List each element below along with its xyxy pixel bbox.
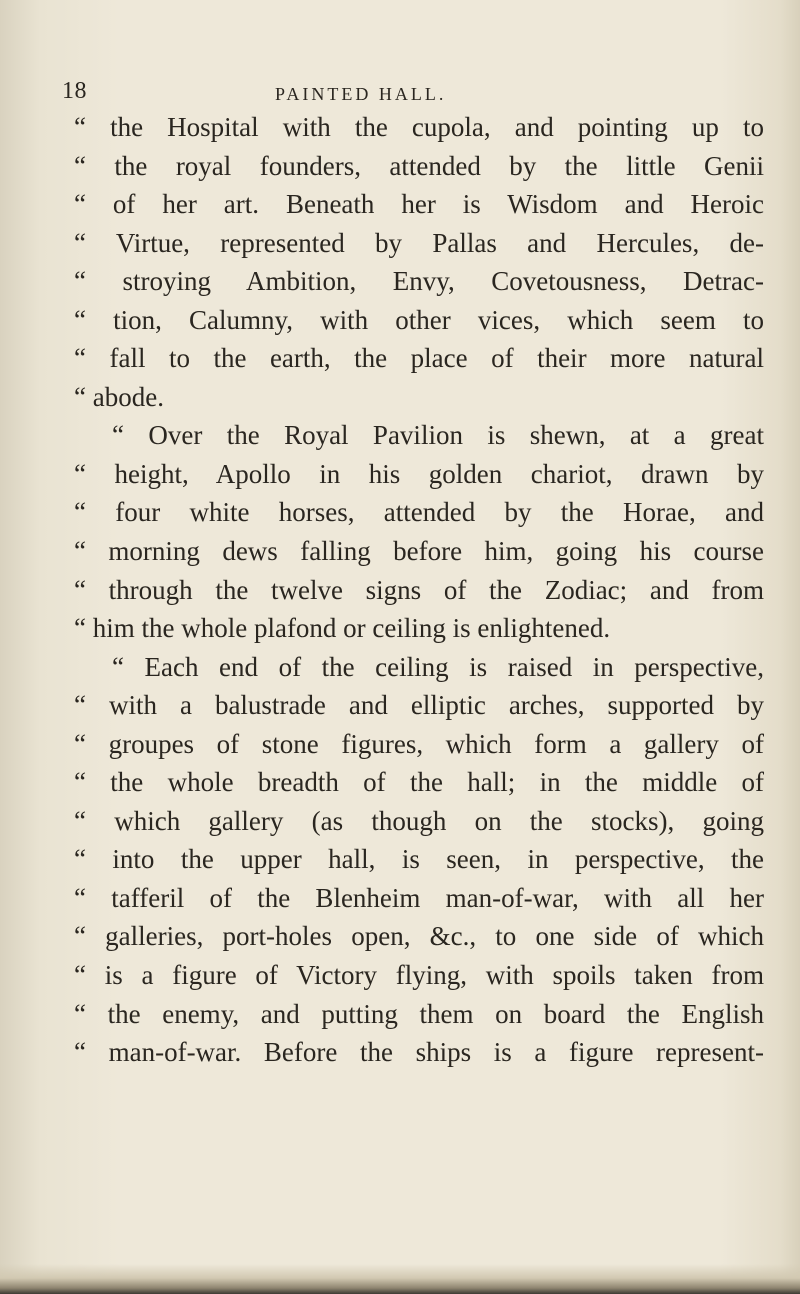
page-bottom-edge xyxy=(0,1264,800,1294)
body-text xyxy=(74,108,764,1072)
text-line: “ the enemy, and putting them on board the English xyxy=(74,998,764,1029)
text-line: “ Over the Royal Pavilion is shewn, at a great xyxy=(112,420,764,451)
text-line: “ the Hospital with the cupola, and pointing up to xyxy=(74,112,764,142)
text-line: “ fall to the earth, the place of their more natural xyxy=(74,343,764,374)
text-line: “ the whole breadth of the hall; in the middle of xyxy=(74,767,764,798)
text-line: “ stroying Ambition, Envy, Covetousness, Detrac- xyxy=(74,266,764,297)
text-line: “ galleries, port-holes open, &c., to one side of which xyxy=(74,921,764,952)
text-line: “ him the whole plafond or ceiling is enlightened. xyxy=(74,613,611,644)
text-line: “ height, Apollo in his golden chariot, drawn by xyxy=(74,458,764,489)
text-line: “ abode. xyxy=(74,381,164,412)
text-line: “ the royal founders, attended by the little Genii xyxy=(74,150,764,181)
page-number: 18 xyxy=(62,78,87,104)
text-line: “ tafferil of the Blenheim man-of-war, with all her xyxy=(74,882,764,913)
text-line: “ Each end of the ceiling is raised in perspective, xyxy=(112,651,764,682)
text-line: “ four white horses, attended by the Horae, and xyxy=(74,497,764,528)
text-line: “ Virtue, represented by Pallas and Hercules, de- xyxy=(74,227,764,258)
text-line: “ through the twelve signs of the Zodiac; and from xyxy=(74,574,764,605)
running-head: PAINTED HALL. xyxy=(275,84,447,104)
text-line: “ tion, Calumny, with other vices, which seem to xyxy=(74,304,764,335)
text-line: “ groupes of stone figures, which form a gallery of xyxy=(74,728,764,759)
text-line: “ with a balustrade and elliptic arches, supported by xyxy=(74,690,764,721)
text-line: “ is a figure of Victory flying, with spoils taken from xyxy=(74,960,764,991)
text-line: “ which gallery (as though on the stocks), going xyxy=(74,805,764,836)
text-line: “ man-of-war. Before the ships is a figure represent- xyxy=(74,1037,764,1068)
text-line: “ morning dews falling before him, going his course xyxy=(74,536,764,567)
text-line: “ of her art. Beneath her is Wisdom and Heroic xyxy=(74,189,764,220)
text-line: “ into the upper hall, is seen, in perspective, the xyxy=(74,844,764,875)
